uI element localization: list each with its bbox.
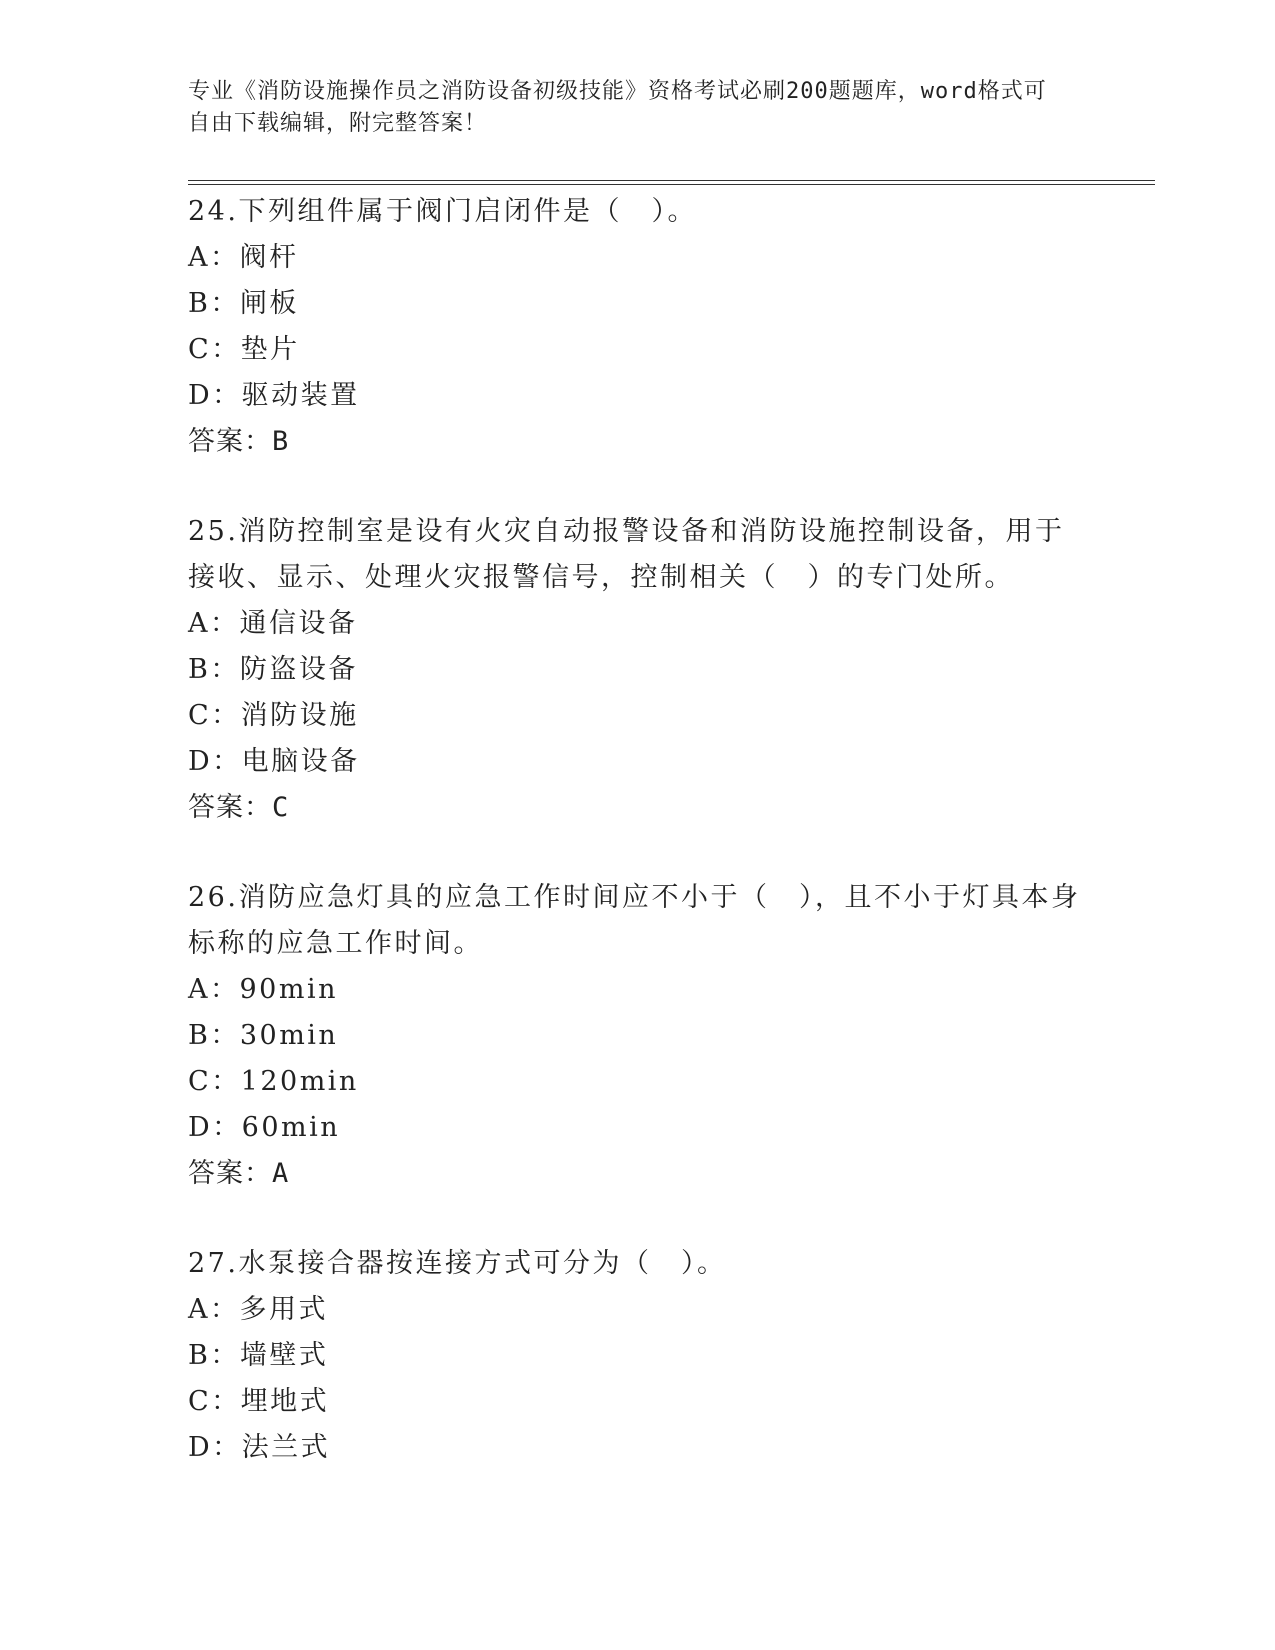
option-d: D：法兰式 xyxy=(188,1432,331,1463)
question-stem: 24.下列组件属于阀门启闭件是（ ）。 xyxy=(188,196,697,227)
question-27 xyxy=(188,1241,1088,1471)
document-header: 专业《消防设施操作员之消防设备初级技能》资格考试必刷200题题库，word格式可自由下载编辑，附完整答案！ xyxy=(188,79,1047,136)
option-d: D：驱动装置 xyxy=(188,380,360,411)
answer: 答案：C xyxy=(188,792,290,823)
option-a: A：90min xyxy=(188,974,338,1005)
option-b: B：闸板 xyxy=(188,288,299,319)
option-c: C：消防设施 xyxy=(188,700,359,731)
option-d: D：60min xyxy=(188,1112,341,1143)
question-26 xyxy=(188,875,1088,1197)
option-d: D：电脑设备 xyxy=(188,746,360,777)
option-b: B：防盗设备 xyxy=(188,654,358,685)
option-a: A：多用式 xyxy=(188,1294,328,1325)
question-25 xyxy=(188,509,1088,831)
question-stem: 27.水泵接合器按连接方式可分为（ ）。 xyxy=(188,1248,727,1279)
option-b: B：30min xyxy=(188,1020,339,1051)
spacer xyxy=(188,831,1088,875)
option-b: B：墙壁式 xyxy=(188,1340,329,1371)
answer: 答案：A xyxy=(188,1158,290,1189)
question-stem: 26.消防应急灯具的应急工作时间应不小于（ ），且不小于灯具本身标称的应急工作时间。 xyxy=(188,882,1081,959)
option-c: C：120min xyxy=(188,1066,359,1097)
option-a: A：通信设备 xyxy=(188,608,358,639)
question-24 xyxy=(188,189,1088,465)
header-rule-bottom xyxy=(188,184,1155,185)
option-c: C：埋地式 xyxy=(188,1386,330,1417)
answer: 答案：B xyxy=(188,426,290,457)
spacer xyxy=(188,465,1088,509)
header-rule-top xyxy=(188,180,1155,181)
option-a: A：阀杆 xyxy=(188,242,299,273)
option-c: C：垫片 xyxy=(188,334,300,365)
question-list xyxy=(188,189,1088,1471)
question-stem: 25.消防控制室是设有火灾自动报警设备和消防设施控制设备，用于接收、显示、处理火灾报警信号，控制相关（ ）的专门处所。 xyxy=(188,516,1065,593)
spacer xyxy=(188,1197,1088,1241)
